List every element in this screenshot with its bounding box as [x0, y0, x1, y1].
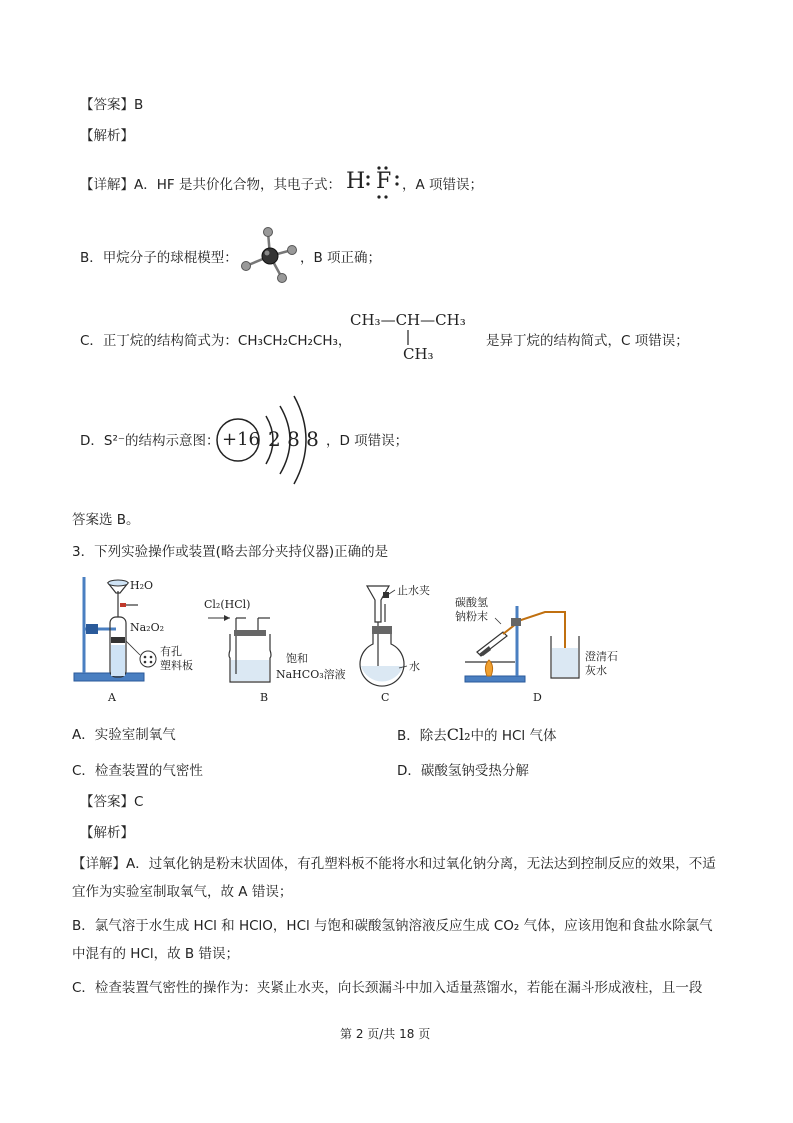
apparatus-b-figure — [200, 590, 350, 705]
q2-detail-c: C．正丁烷的结构简式为：CH₃CH₂CH₂CH₃， — [80, 333, 352, 349]
q2-detail-b: B．甲烷分子的球棍模型： — [80, 250, 238, 266]
isobutane-bond-line — [406, 330, 410, 346]
apparatus-a-figure — [72, 575, 192, 705]
q3-answer: 【答案】C — [80, 794, 144, 810]
fig-d-letter: D — [533, 691, 542, 704]
q2-answer: 【答案】B — [80, 97, 144, 113]
apparatus-c-figure — [355, 582, 445, 705]
fig-a-board-label-2: 塑料板 — [160, 659, 193, 672]
q3-detail-b: B．氯气溶于水生成 HCl 和 HClO，HCl 与饱和碳酸氢钠溶液反应生成 CO₂ 气体，应该用饱和食盐水除氯气中混有的 HCl，故 B 错误； — [72, 918, 713, 962]
q3-detail-c: C．检查装置气密性的操作为：夹紧止水夹，向长颈漏斗中加入适量蒸馏水，若能在漏斗形成液柱，且一段 — [72, 980, 703, 996]
fig-b-letter: B — [260, 691, 269, 704]
q3-option-c: C．检查装置的气密性 — [72, 763, 203, 779]
fig-c-water-label: 水 — [409, 660, 420, 673]
hf-electron-formula — [346, 168, 365, 196]
hf-f-symbol: F — [376, 169, 392, 194]
q3-option-b-formula: Cl₂ — [446, 725, 471, 744]
apparatus-d-figure — [455, 592, 670, 705]
q3-stem: 3．下列实验操作或装置(略去部分夹持仪器)正确的是 — [72, 544, 389, 560]
page-number-footer: 第 2 页/共 18 页 — [340, 1027, 431, 1041]
fig-d-lime-label-1: 澄清石 — [585, 650, 618, 663]
q3-detail-a: 【详解】A．过氧化钠是粉末状固体，有孔塑料板不能将水和过氧化钠分离，无法达到控制反应的效果，不适宜作为实验室制取氧气，故 A 错误； — [72, 856, 716, 900]
q3-analysis-heading: 【解析】 — [80, 825, 134, 841]
fig-a-board-label-1: 有孔 — [160, 645, 182, 658]
q2-detail-b-post: ，B 项正确； — [300, 250, 382, 266]
fig-d-powder-label-1: 碳酸氢 — [455, 596, 488, 609]
q2-detail-c-post: 是异丁烷的结构简式，C 项错误； — [486, 333, 689, 349]
q2-detail-a-post: ，A 项错误； — [402, 177, 484, 193]
methane-ball-stick-model — [238, 226, 300, 284]
hf-h-symbol: H — [346, 169, 366, 194]
sulfide-nucleus-charge: +16 — [222, 429, 260, 450]
fig-b-sol-label: NaHCO₃溶液 — [276, 668, 346, 681]
fig-d-lime-label-2: 灰水 — [585, 664, 607, 677]
q3-option-b-pre: B．除去 — [397, 728, 447, 744]
fig-c-clip-label: 止水夹 — [397, 584, 430, 597]
q2-analysis-heading: 【解析】 — [80, 128, 134, 144]
fig-c-letter: C — [381, 691, 390, 704]
q3-option-a: A．实验室制氧气 — [72, 727, 176, 743]
q2-detail-d-post: ，D 项错误； — [326, 433, 409, 449]
q2-detail-d: D．S²⁻的结构示意图： — [80, 433, 220, 449]
fig-a-letter: A — [108, 691, 116, 704]
q2-detail-a-text: 【详解】A．HF 是共价化合物，其电子式： — [80, 177, 341, 193]
fig-d-powder-label-2: 钠粉末 — [455, 610, 488, 623]
sulfide-electron-shells: 2 8 8 — [268, 427, 319, 451]
q3-option-b — [397, 726, 556, 745]
q3-option-b-post: 中的 HCl 气体 — [470, 728, 557, 744]
q2-conclusion: 答案选 B。 — [72, 512, 140, 528]
fig-b-gas-label: Cl₂(HCl) — [204, 598, 251, 611]
q3-option-d: D．碳酸氢钠受热分解 — [397, 763, 529, 779]
q2-detail-a — [80, 176, 341, 194]
isobutane-structure-bottom: CH₃ — [403, 345, 434, 363]
fig-a-h2o-label: H₂O — [130, 579, 154, 592]
fig-b-sat-label: 饱和 — [286, 652, 308, 665]
fig-a-na2o2-label: Na₂O₂ — [130, 621, 165, 634]
isobutane-structure-top: CH₃—CH—CH₃ — [350, 311, 466, 329]
